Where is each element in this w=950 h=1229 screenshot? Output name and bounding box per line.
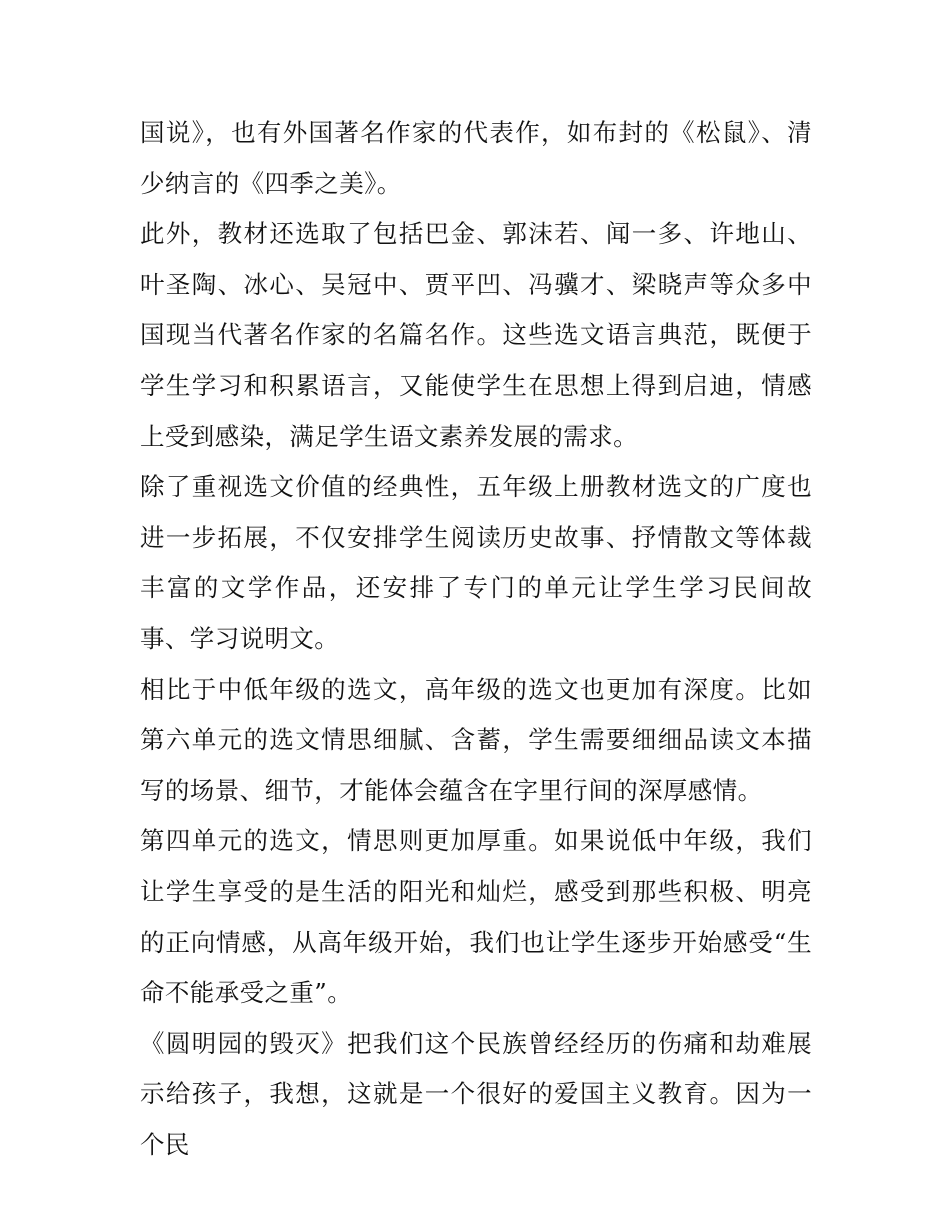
paragraph-3: 除了重视选文价值的经典性，五年级上册教材选文的广度也进一步拓展，不仅安排学生阅读历史故事、抒情散文等体裁丰富的文学作品，还安排了专门的单元让学生学习民间故事、学习说明文。 bbox=[140, 472, 812, 653]
paragraph-4: 相比于中低年级的选文，高年级的选文也更加有深度。比如第六单元的选文情思细腻、含蓄，学生需要细细品读文本描写的场景、细节，才能体会蕴含在字里行间的深厚感情。 bbox=[140, 674, 812, 805]
paragraph-6: 《圆明园的毁灭》把我们这个民族曾经经历的伤痛和劫难展示给孩子，我想，这就是一个很好的爱国主义教育。因为一个民 bbox=[140, 1028, 812, 1159]
document-body bbox=[140, 108, 812, 1170]
paragraph-1: 国说》，也有外国著名作家的代表作，如布封的《松鼠》、清少纳言的《四季之美》。 bbox=[140, 118, 812, 198]
paragraph-2: 此外，教材还选取了包括巴金、郭沫若、闻一多、许地山、叶圣陶、冰心、吴冠中、贾平凹、冯骥才、梁晓声等众多中国现当代著名作家的名篇名作。这些选文语言典范，既便于学生学习和积累语言，又能使学生在思想上得到启迪，情感上受到感染，满足学生语文素养发展的需求。 bbox=[140, 219, 812, 451]
paragraph-5: 第四单元的选文，情思则更加厚重。如果说低中年级，我们让学生享受的是生活的阳光和灿烂，感受到那些积极、明亮的正向情感，从高年级开始，我们也让学生逐步开始感受“生命不能承受之重”。 bbox=[140, 826, 812, 1008]
